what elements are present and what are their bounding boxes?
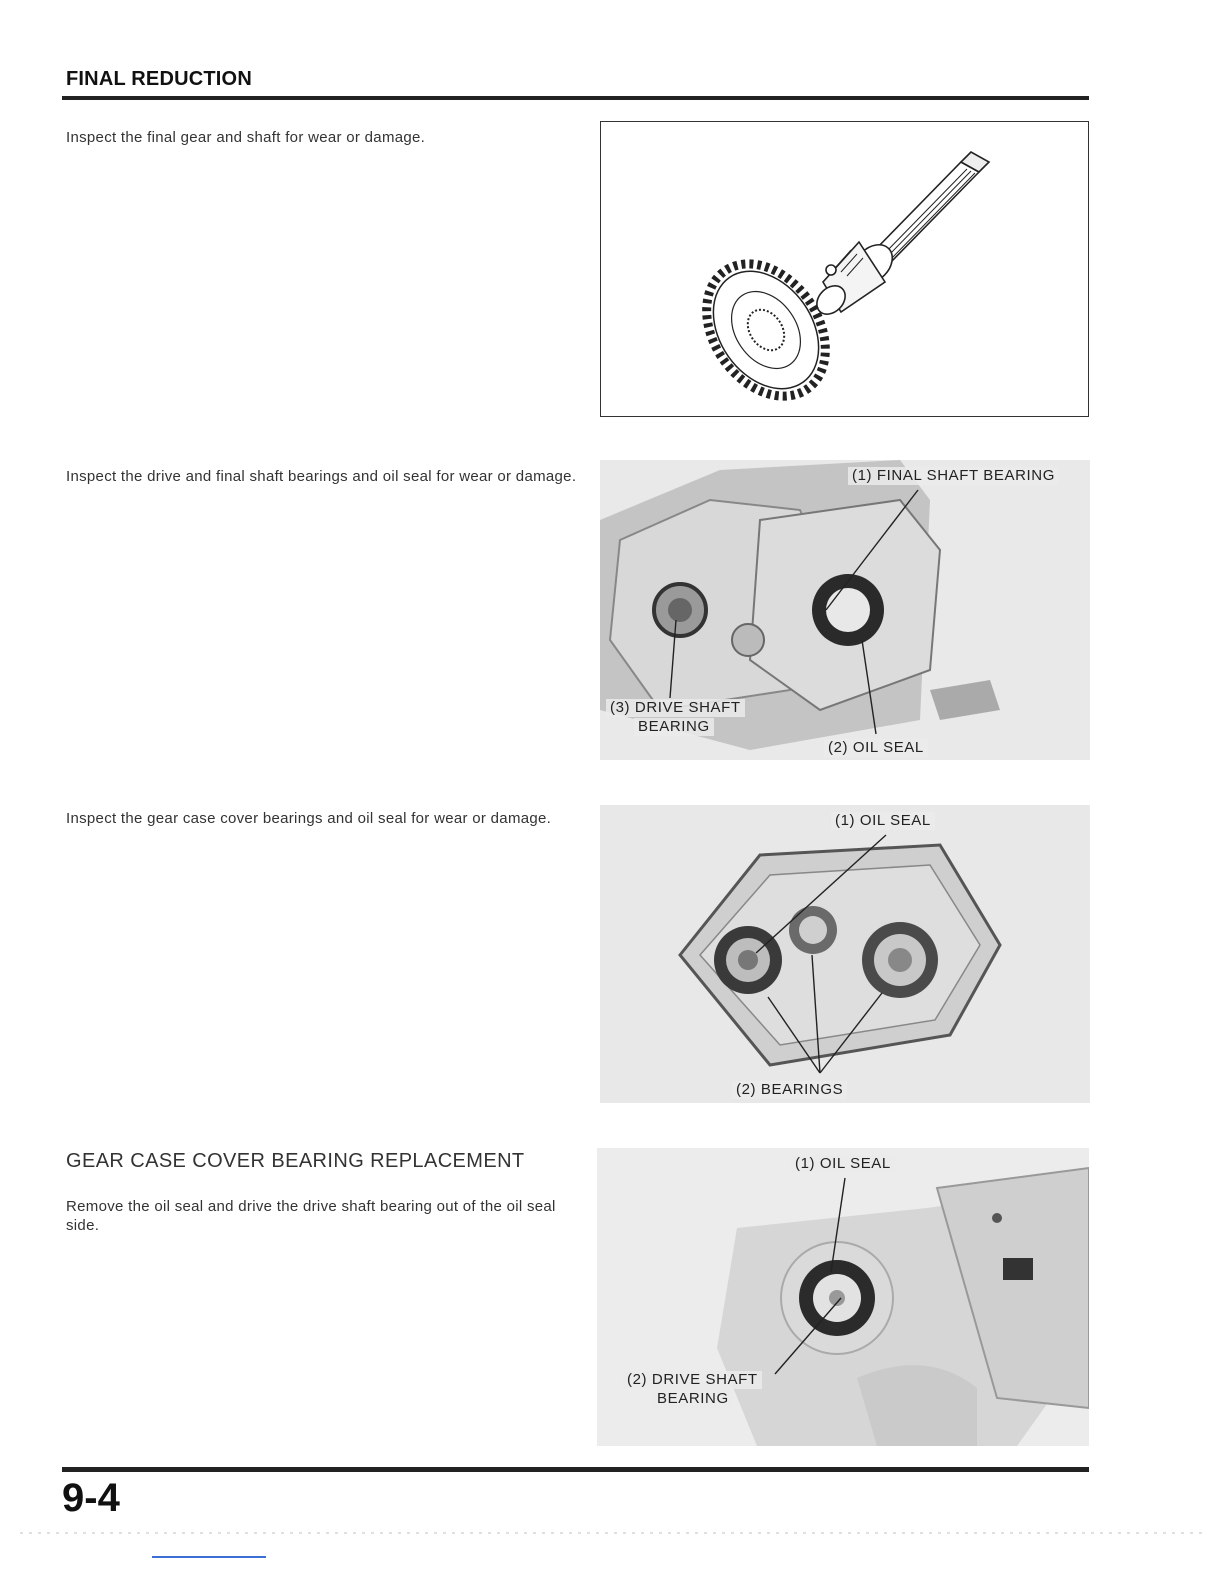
footer-rule xyxy=(62,1467,1089,1472)
page-title: FINAL REDUCTION xyxy=(66,68,252,90)
inspect-cover-bearings-text: Inspect the gear case cover bearings and oil seal for wear or damage. xyxy=(66,810,552,827)
final-shaft-bearing-label: (1) FINAL SHAFT BEARING xyxy=(848,467,1059,485)
underline-mark xyxy=(152,1556,266,1558)
scan-noise xyxy=(20,1532,1204,1534)
header-rule xyxy=(62,96,1089,100)
oil-seal-label: (2) OIL SEAL xyxy=(824,739,928,757)
bearing-replacement-heading: GEAR CASE COVER BEARING REPLACEMENT xyxy=(66,1150,525,1172)
drive-shaft-bearing-label-line2: BEARING xyxy=(634,718,714,736)
inspect-shaft-bearings-text: Inspect the drive and final shaft bearings and oil seal for wear or damage. xyxy=(66,468,577,485)
replacement-drive-shaft-label-line1: (2) DRIVE SHAFT xyxy=(623,1371,762,1389)
inspect-final-gear-text: Inspect the final gear and shaft for wear or damage. xyxy=(66,129,426,146)
replacement-oil-seal-label: (1) OIL SEAL xyxy=(791,1155,895,1173)
drive-shaft-bearing-label-line1: (3) DRIVE SHAFT xyxy=(606,699,745,717)
final-gear-shaft-figure xyxy=(600,121,1089,417)
bearings-label: (2) BEARINGS xyxy=(732,1081,847,1099)
cover-bearings-photo xyxy=(600,805,1090,1103)
page-number: 9-4 xyxy=(62,1476,120,1520)
case-bearings-photo xyxy=(600,460,1090,760)
bearing-replacement-text: Remove the oil seal and drive the drive shaft bearing out of the oil seal side. xyxy=(66,1198,556,1234)
drive-shaft-bearing-photo xyxy=(597,1148,1089,1446)
replacement-drive-shaft-label-line2: BEARING xyxy=(653,1390,733,1408)
cover-oil-seal-label: (1) OIL SEAL xyxy=(831,812,935,830)
